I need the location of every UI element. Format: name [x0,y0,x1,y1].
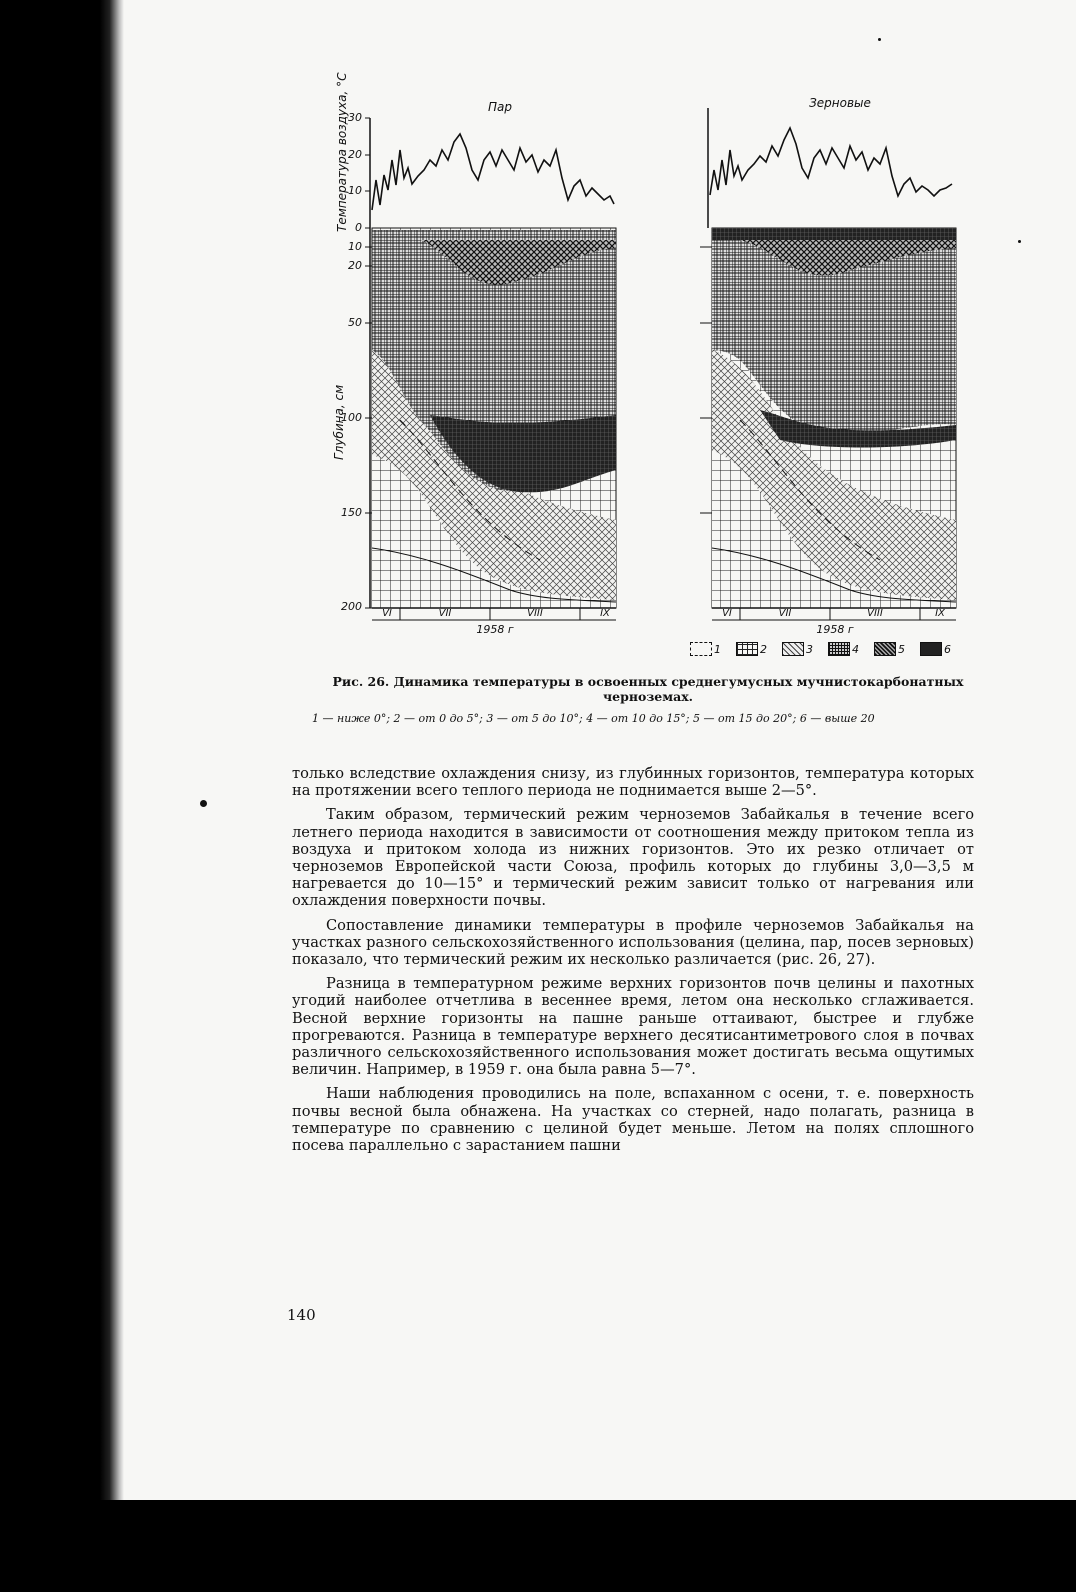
figure-caption: Рис. 26. Динамика температуры в освоенных среднегумусных мучнистокарбонатных черноземах. [332,674,964,704]
air-temperature-line-fallow [372,134,614,210]
year-label-fallow: 1958 г [476,623,514,636]
legend-swatch [920,642,942,656]
legend-swatch [782,642,804,656]
air-temperature-axis-label: Температура воздуха, °С [335,72,349,232]
month-label: IX [600,608,610,619]
legend-item-6 [920,642,951,656]
legend-number: 1 [714,642,721,656]
scan-speck [878,38,881,41]
panel-grain [700,108,956,620]
legend-item-2 [736,642,767,656]
body-text [292,765,974,1161]
legend-item-3 [782,642,813,656]
figure-legend-text: 1 — ниже 0°; 2 — от 0 до 5°; 3 — от 5 до 10°; 4 — от 10 до 15°; 5 — от 15 до 20°; 6 — выше 20 [312,712,875,725]
month-label: VIII [867,608,883,619]
legend-item-5 [874,642,905,656]
depth-tick-150: 150 [341,506,362,519]
depth-tick-200: 200 [341,600,362,613]
month-label: IX [935,608,945,619]
paragraph: Разница в температурном режиме верхних горизонтов почв целины и пахотных угодий наиболее отчетлива в весеннее время, летом она несколько сглаживается. Весной верхние горизонты на пашне раньше оттаивают, быстрее и глубже прогреваются. Разница в температуре верхнего десятисантиметрового слоя в почвах различного сельскохозяйственного использования может достигать весьма ощутимых величин. Например, в 1959 г. она была равна 5—7°. [292,975,974,1079]
legend-item-1 [690,642,721,656]
panel-title-fallow: Пар [488,100,512,114]
air-tick-0: 0 [355,221,362,234]
panel-fallow [365,118,616,620]
month-label: VI [382,608,392,619]
month-label: VII [778,608,792,619]
air-tick-20: 20 [348,148,362,161]
page-number: 140 [287,1306,316,1324]
panel-title-grain: Зерновые [809,96,871,110]
depth-axis-label: Глубина, см [332,384,346,460]
legend-swatch [736,642,758,656]
legend-swatch [828,642,850,656]
month-label: VIII [527,608,543,619]
depth-tick-20: 20 [348,259,362,272]
depth-tick-10: 10 [348,240,362,253]
month-label: VII [438,608,452,619]
figure-26 [0,0,1076,670]
month-label: VI [722,608,732,619]
legend-swatch [690,642,712,656]
air-tick-30: 30 [348,111,362,124]
paragraph: Таким образом, термический режим черноземов Забайкалья в течение всего летнего периода находится в зависимости от соотношения между притоком тепла из воздуха и притоком холода из нижних горизонтов. Это их резко отличает от черноземов Европейской части Союза, профиль которых до глубины 3,0—3,5 м нагревается до 10—15° и термический режим зависит только от нагревания или охлаждения поверхности почвы. [292,806,974,910]
legend-swatch [874,642,896,656]
paragraph: Наши наблюдения проводились на поле, вспаханном с осени, т. е. поверхность почвы весной была обнажена. На участках со стерней, надо полагать, разница в температуре по сравнению с целиной будет меньше. Летом на полях сплошного посева параллельно с зарастанием пашни [292,1085,974,1155]
legend-number: 2 [760,642,767,656]
legend-number: 6 [944,642,951,656]
air-temperature-line-grain [710,128,952,196]
legend-number: 4 [852,642,859,656]
scan-bottom-edge [0,1500,1076,1592]
legend-item-4 [828,642,859,656]
legend-number: 3 [806,642,813,656]
scan-speck [1018,240,1021,243]
year-label-grain: 1958 г [816,623,854,636]
paragraph: только вследствие охлаждения снизу, из глубинных горизонтов, температура которых на протяжении всего теплого периода не поднимается выше 2—5°. [292,765,974,800]
scan-speck [200,800,207,807]
air-tick-10: 10 [348,184,362,197]
legend-number: 5 [898,642,905,656]
depth-tick-50: 50 [348,316,362,329]
paragraph: Сопоставление динамики температуры в профиле черноземов Забайкалья на участках разного сельскохозяйственного использования (целина, пар, посев зерновых) показало, что термический режим их несколько различается (рис. 26, 27). [292,916,974,969]
depth-tick-100: 100 [341,411,362,424]
